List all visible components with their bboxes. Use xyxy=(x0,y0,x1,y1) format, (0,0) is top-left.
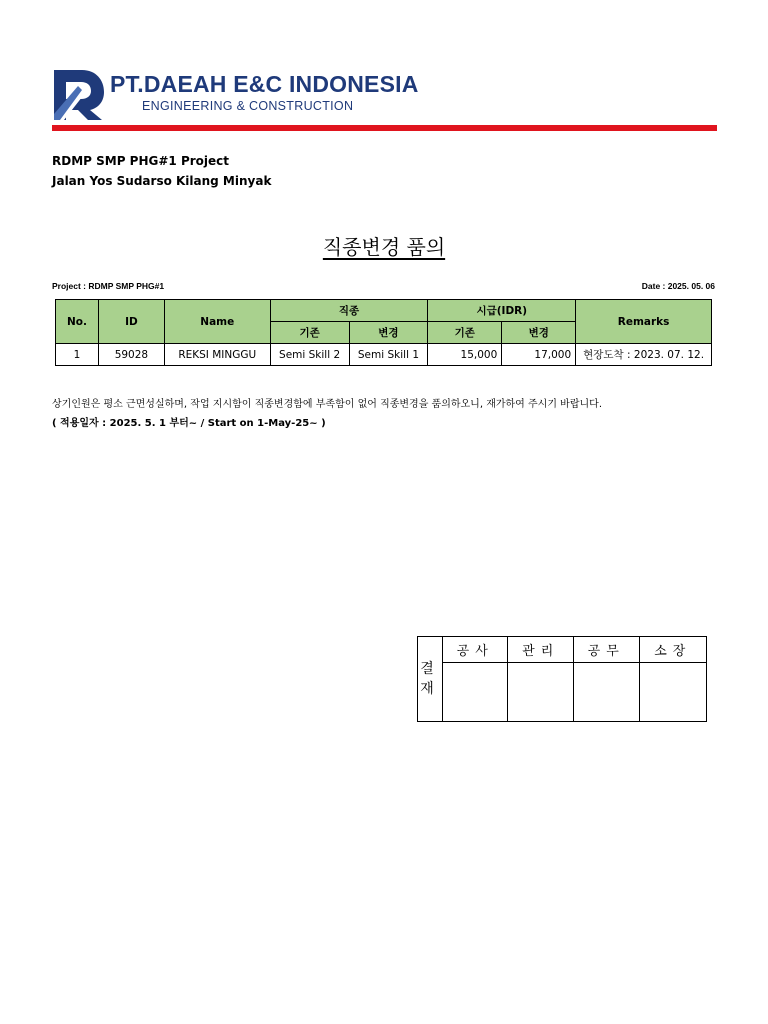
cell-wage-before: 15,000 xyxy=(428,344,502,366)
cell-job-after: Semi Skill 1 xyxy=(349,344,428,366)
dr-logo-icon xyxy=(52,66,106,122)
header-wage-before: 기존 xyxy=(428,322,502,344)
approval-box xyxy=(417,636,707,722)
header-name: Name xyxy=(164,300,270,344)
cell-no: 1 xyxy=(56,344,99,366)
header-id: ID xyxy=(98,300,164,344)
header-divider xyxy=(52,125,717,131)
project-label: Project : RDMP SMP PHG#1 xyxy=(52,281,165,291)
header-remarks: Remarks xyxy=(576,300,712,344)
header-job-type: 직종 xyxy=(270,300,428,322)
approval-col-management: 관리 xyxy=(508,637,574,663)
document-title: 직종변경 품의 xyxy=(322,235,446,259)
date-label: Date : 2025. 05. 06 xyxy=(641,281,715,291)
table-header-row xyxy=(56,300,712,322)
company-tagline: ENGINEERING & CONSTRUCTION xyxy=(142,99,354,113)
company-name: PT.DAEAH E&C INDONESIA xyxy=(110,71,419,97)
cell-remarks: 현장도착 : 2023. 07. 12. xyxy=(576,344,712,366)
cell-id: 59028 xyxy=(98,344,164,366)
signature-cell[interactable] xyxy=(442,663,508,722)
signature-cell[interactable] xyxy=(508,663,574,722)
approval-col-construction: 공사 xyxy=(442,637,508,663)
table-row xyxy=(56,344,712,366)
job-change-table xyxy=(55,299,712,366)
address-line-1: RDMP SMP PHG#1 Project xyxy=(52,154,229,168)
header-job-after: 변경 xyxy=(349,322,428,344)
header-wage-after: 변경 xyxy=(502,322,576,344)
header-wage: 시급(IDR) xyxy=(428,300,576,322)
signature-cell[interactable] xyxy=(639,663,707,722)
request-statement: 상기인원은 평소 근면성실하며, 작업 지시함이 직종변경함에 부족함이 없어 직종변경을 품의하오니, 재가하여 주시기 바랍니다. xyxy=(52,399,603,410)
approval-col-engineering: 공무 xyxy=(573,637,639,663)
cell-name: REKSI MINGGU xyxy=(164,344,270,366)
approval-side-label: 결 재 xyxy=(418,637,443,722)
approval-header-row xyxy=(418,637,707,663)
approval-col-site-manager: 소장 xyxy=(639,637,707,663)
signature-cell[interactable] xyxy=(573,663,639,722)
header-no: No. xyxy=(56,300,99,344)
company-logo xyxy=(52,66,419,122)
effective-date-note: ( 적용일자 : 2025. 5. 1 부터~ / Start on 1-May-25~ ) xyxy=(52,418,326,429)
cell-job-before: Semi Skill 2 xyxy=(270,344,349,366)
approval-signature-row xyxy=(418,663,707,722)
address-line-2: Jalan Yos Sudarso Kilang Minyak xyxy=(52,174,272,188)
header-job-before: 기존 xyxy=(270,322,349,344)
cell-wage-after: 17,000 xyxy=(502,344,576,366)
